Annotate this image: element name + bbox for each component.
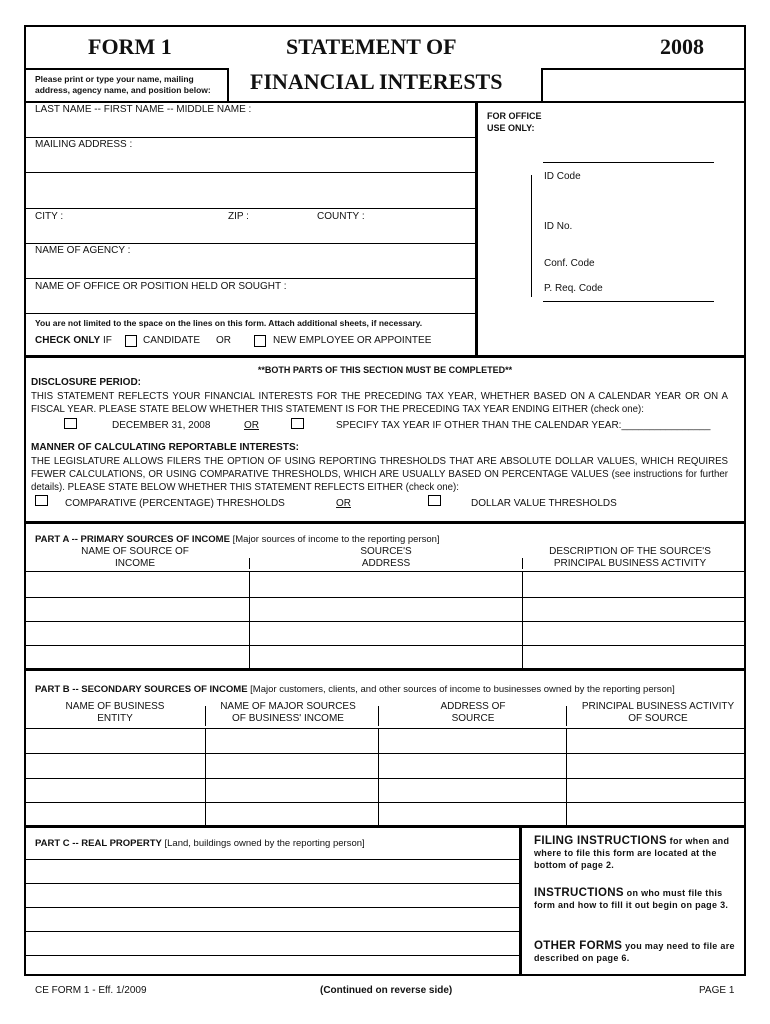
footer-page-number: PAGE 1 <box>699 985 735 996</box>
page-title-line1: STATEMENT OF <box>286 34 457 59</box>
mailing-address-field[interactable] <box>26 152 474 170</box>
part-c-row[interactable] <box>26 885 518 905</box>
header-instruction: Please print or type your name, mailing address, agency name, and position below: <box>35 74 211 95</box>
p-req-code-label: P. Req. Code <box>544 283 603 294</box>
part-c-row[interactable] <box>26 861 518 881</box>
form-year: 2008 <box>660 34 704 59</box>
id-code-label: ID Code <box>544 171 581 182</box>
part-c-row[interactable] <box>26 909 518 929</box>
city-label: CITY : <box>35 211 64 222</box>
part-c-title: PART C -- REAL PROPERTY [Land, buildings owned by the reporting person] <box>35 838 365 849</box>
notice-text: You are not limited to the space on the lines on this form. Attach additional sheets, if necessary. <box>35 318 423 328</box>
dec31-checkbox[interactable] <box>64 418 77 429</box>
form-label: FORM 1 <box>88 34 172 59</box>
part-a-row[interactable] <box>26 573 744 595</box>
both-parts-notice: **BOTH PARTS OF THIS SECTION MUST BE COMPLETED** <box>257 365 513 375</box>
disclosure-period-title: DISCLOSURE PERIOD: <box>31 377 142 388</box>
part-b-col-entity: NAME OF BUSINESS ENTITY <box>65 701 165 724</box>
part-b-row[interactable] <box>26 804 744 824</box>
zip-label: ZIP : <box>228 211 249 222</box>
part-a-col-activity: DESCRIPTION OF THE SOURCE'S PRINCIPAL BUSINESS ACTIVITY <box>549 546 711 569</box>
manner-title: MANNER OF CALCULATING REPORTABLE INTERESTS: <box>31 442 299 453</box>
office-position-field[interactable] <box>26 294 474 312</box>
office-position-label: NAME OF OFFICE OR POSITION HELD OR SOUGHT : <box>35 281 287 292</box>
part-a-col-address: SOURCE'S ADDRESS <box>360 546 412 569</box>
part-c-row[interactable] <box>26 957 518 974</box>
part-c-row[interactable] <box>26 933 518 953</box>
conf-code-label: Conf. Code <box>544 258 595 269</box>
candidate-checkbox[interactable] <box>125 335 137 347</box>
check-only-or: OR <box>216 335 231 346</box>
check-only-label: CHECK ONLY IF <box>35 335 112 346</box>
part-a-row[interactable] <box>26 623 744 643</box>
period-or: OR <box>244 420 259 431</box>
part-b-row[interactable] <box>26 780 744 800</box>
specify-year-label: SPECIFY TAX YEAR IF OTHER THAN THE CALENDAR YEAR:________________ <box>336 420 711 431</box>
mailing-address-field-2[interactable] <box>26 174 474 206</box>
footer-continued: (Continued on reverse side) <box>320 985 453 996</box>
dollar-value-label: DOLLAR VALUE THRESHOLDS <box>471 498 617 509</box>
footer-form-id: CE FORM 1 - Eff. 1/2009 <box>35 985 147 996</box>
candidate-label: CANDIDATE <box>143 335 201 346</box>
part-b-title: PART B -- SECONDARY SOURCES OF INCOME [Major customers, clients, and other sources of income to businesses owned by the reporting person] <box>35 684 675 695</box>
specify-year-checkbox[interactable] <box>291 418 304 429</box>
new-employee-checkbox[interactable] <box>254 335 266 347</box>
agency-label: NAME OF AGENCY : <box>35 245 131 256</box>
filing-instructions: FILING INSTRUCTIONS for when and where to file this form are located at the bottom of page 2. <box>534 835 730 870</box>
name-field-label: LAST NAME -- FIRST NAME -- MIDDLE NAME : <box>35 104 252 115</box>
city-field[interactable] <box>26 224 474 242</box>
part-b-col-address: ADDRESS OF SOURCE <box>440 701 506 724</box>
page-title-line2: FINANCIAL INTERESTS <box>250 69 503 94</box>
new-employee-label: NEW EMPLOYEE OR APPOINTEE <box>273 335 432 346</box>
dec31-label: DECEMBER 31, 2008 <box>112 420 211 431</box>
disclosure-period-text: THIS STATEMENT REFLECTS YOUR FINANCIAL INTERESTS FOR THE PRECEDING TAX YEAR, WHETHER BASED ON A CALENDAR YEAR OR ON A FISCAL YEAR. PLEASE STATE BELOW WHETHER THIS STATEMENT IS FOR THE PRECEDING TAX YEAR ENDING EITHER (check one): <box>31 391 728 415</box>
part-a-row[interactable] <box>26 599 744 619</box>
agency-field[interactable] <box>26 258 474 276</box>
dollar-value-checkbox[interactable] <box>428 495 441 506</box>
who-must-file-instructions: INSTRUCTIONS on who must file this form and how to fill it out begin on page 3. <box>534 887 729 910</box>
mailing-address-label: MAILING ADDRESS : <box>35 139 133 150</box>
name-field[interactable] <box>26 117 474 135</box>
county-label: COUNTY : <box>317 211 365 222</box>
comparative-checkbox[interactable] <box>35 495 48 506</box>
comparative-label: COMPARATIVE (PERCENTAGE) THRESHOLDS <box>65 498 285 509</box>
office-use-title: FOR OFFICE USE ONLY: <box>487 111 542 133</box>
part-a-row[interactable] <box>26 647 744 667</box>
id-no-label: ID No. <box>544 221 573 232</box>
manner-or: OR <box>336 498 351 509</box>
part-b-col-sources: NAME OF MAJOR SOURCES OF BUSINESS' INCOME <box>220 701 356 724</box>
part-b-col-activity: PRINCIPAL BUSINESS ACTIVITY OF SOURCE <box>581 701 735 724</box>
part-a-col-name: NAME OF SOURCE OF INCOME <box>81 546 189 569</box>
part-b-row[interactable] <box>26 730 744 751</box>
part-b-row[interactable] <box>26 755 744 776</box>
manner-text: THE LEGISLATURE ALLOWS FILERS THE OPTION OF USING REPORTING THRESHOLDS THAT ARE ABSOLUTE DOLLAR VALUES, WHICH REQUIRES FEWER CALCULATIONS, OR USING COMPARATIVE THRESHOLDS, WHICH ARE USUALLY BASED ON PERCENTAGE VALUES (see instructions for further details). PLEASE STATE BELOW WHETHER THIS STATEMENT REFLECTS EITHER (check one): <box>31 456 728 493</box>
part-a-title: PART A -- PRIMARY SOURCES OF INCOME [Major sources of income to the reporting person] <box>35 534 440 545</box>
other-forms-instructions: OTHER FORMS you may need to file are described on page 6. <box>534 940 735 963</box>
